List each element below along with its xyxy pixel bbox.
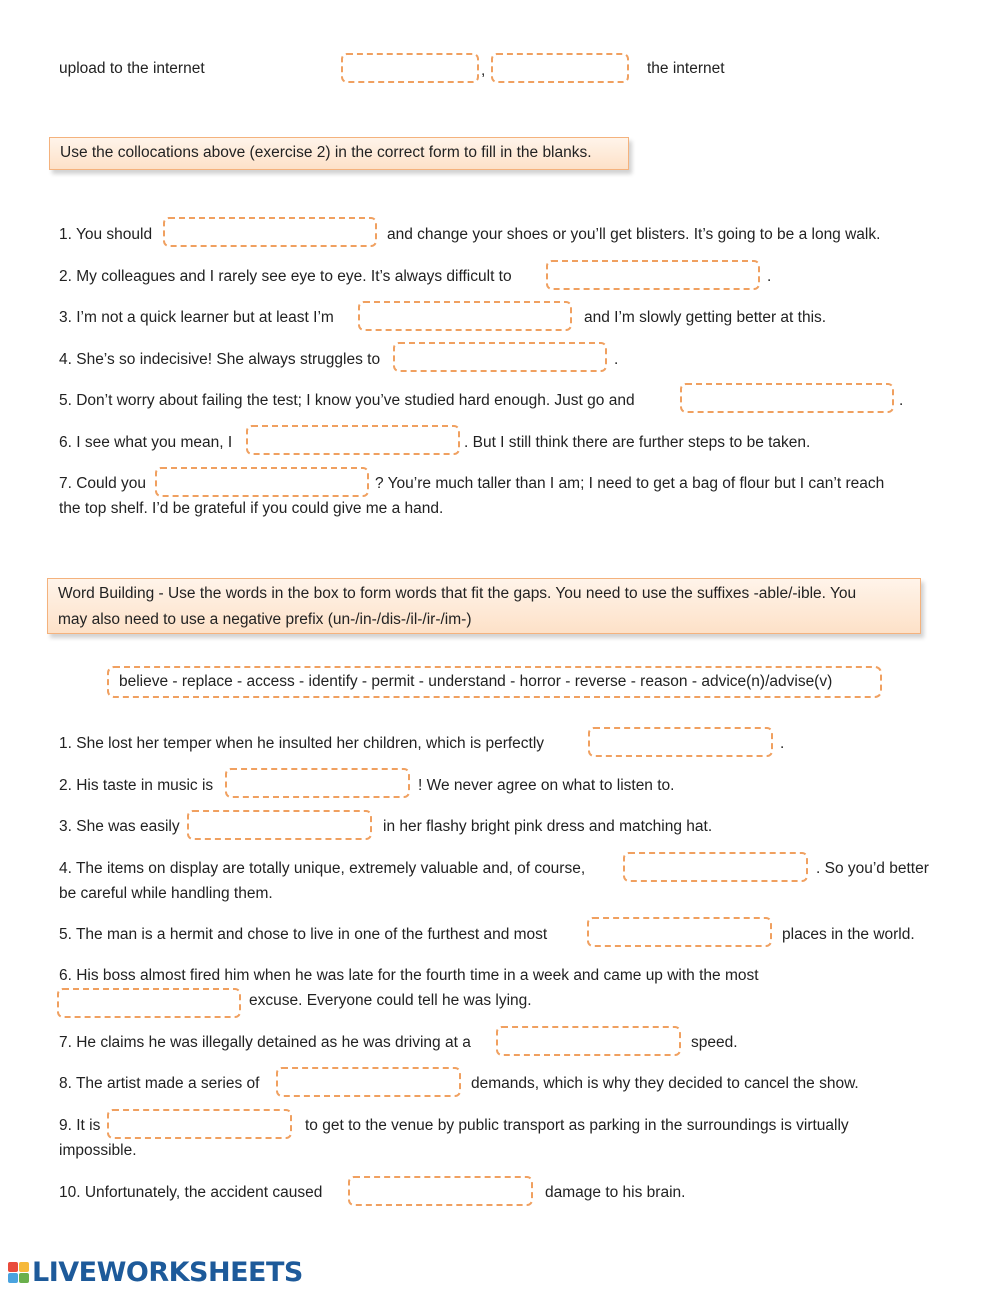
wb-item-3-blank[interactable] bbox=[187, 810, 372, 840]
wb-item-9-blank[interactable] bbox=[107, 1109, 292, 1139]
wb-item-6-text: 6. His boss almost fired him when he was late for the fourth time in a week and came up with the most bbox=[59, 967, 759, 984]
wb-item-3-text: 3. She was easily bbox=[59, 818, 180, 835]
wb-item-8-blank[interactable] bbox=[276, 1067, 461, 1097]
wb-item-4-blank[interactable] bbox=[623, 852, 808, 882]
ex3-item-7-line2: the top shelf. I’d be grateful if you could give me a hand. bbox=[59, 500, 444, 517]
word-building-instruction-line1: Word Building - Use the words in the box to form words that fit the gaps. You need to use the suffixes -able/-ible. You bbox=[58, 585, 857, 602]
ex3-item-3-blank[interactable] bbox=[358, 301, 572, 331]
wb-item-2-after: ! We never agree on what to listen to. bbox=[418, 777, 675, 794]
logo-blocks-icon bbox=[8, 1262, 30, 1284]
ex3-item-7-text: 7. Could you bbox=[59, 475, 147, 492]
ex3-item-3-after: and I’m slowly getting better at this. bbox=[584, 309, 827, 326]
wb-item-8-text: 8. The artist made a series of bbox=[59, 1075, 260, 1092]
ex3-item-6-after: . But I still think there are further steps to be taken. bbox=[464, 434, 811, 451]
wb-item-7-blank[interactable] bbox=[496, 1026, 681, 1056]
word-building-instruction-line2: may also need to use a negative prefix (un-/in-/dis-/il-/ir-/im-) bbox=[58, 611, 472, 628]
wb-item-9-after: to get to the venue by public transport as parking in the surroundings is virtually bbox=[305, 1117, 849, 1134]
wb-item-6-blank[interactable] bbox=[57, 988, 241, 1018]
wb-item-10-text: 10. Unfortunately, the accident caused bbox=[59, 1184, 323, 1201]
wb-item-5-text: 5. The man is a hermit and chose to live in one of the furthest and most bbox=[59, 926, 548, 943]
ex3-item-7-after: ? You’re much taller than I am; I need to get a bag of flour but I can’t reach bbox=[375, 475, 885, 492]
wb-item-2-blank[interactable] bbox=[225, 768, 410, 798]
collocation-suffix: the internet bbox=[647, 60, 725, 77]
ex3-item-4-blank[interactable] bbox=[393, 342, 607, 372]
ex3-item-2-text: 2. My colleagues and I rarely see eye to eye. It’s always difficult to bbox=[59, 268, 512, 285]
exercise-3-instruction bbox=[49, 137, 629, 170]
wb-item-10-blank[interactable] bbox=[348, 1176, 533, 1206]
wb-item-8-after: demands, which is why they decided to cancel the show. bbox=[471, 1075, 859, 1092]
logo-text: LIVEWORKSHEETS bbox=[32, 1257, 303, 1288]
answer-blank-top-2[interactable] bbox=[491, 53, 629, 83]
word-building-instruction bbox=[47, 578, 921, 634]
ex3-item-3-text: 3. I’m not a quick learner but at least I’m bbox=[59, 309, 334, 326]
wb-item-1-text: 1. She lost her temper when he insulted her children, which is perfectly bbox=[59, 735, 545, 752]
blank-separator: , bbox=[481, 62, 486, 79]
wb-item-5-blank[interactable] bbox=[587, 917, 772, 947]
exercise-3-instruction-text: Use the collocations above (exercise 2) in the correct form to fill in the blanks. bbox=[60, 144, 592, 161]
word-box bbox=[107, 666, 882, 698]
ex3-item-1-text: 1. You should bbox=[59, 226, 153, 243]
wb-item-3-after: in her flashy bright pink dress and matching hat. bbox=[383, 818, 713, 835]
ex3-item-5-blank[interactable] bbox=[680, 383, 894, 413]
wb-item-4-line2: be careful while handling them. bbox=[59, 885, 273, 902]
ex3-item-5-after: . bbox=[899, 392, 904, 409]
wb-item-1-after: . bbox=[780, 735, 785, 752]
ex3-item-2-after: . bbox=[767, 268, 772, 285]
liveworksheets-logo[interactable] bbox=[8, 1258, 303, 1288]
wb-item-9-text: 9. It is bbox=[59, 1117, 101, 1134]
word-box-text: believe - replace - access - identify - permit - understand - horror - reverse - reason - advice(n)/advise(v) bbox=[119, 673, 833, 690]
wb-item-4-after: . So you’d better bbox=[816, 860, 929, 877]
ex3-item-5-text: 5. Don’t worry about failing the test; I know you’ve studied hard enough. Just go and bbox=[59, 392, 635, 409]
wb-item-10-after: damage to his brain. bbox=[545, 1184, 686, 1201]
wb-item-1-blank[interactable] bbox=[588, 727, 773, 757]
wb-item-4-text: 4. The items on display are totally unique, extremely valuable and, of course, bbox=[59, 860, 586, 877]
ex3-item-6-text: 6. I see what you mean, I bbox=[59, 434, 233, 451]
ex3-item-2-blank[interactable] bbox=[546, 260, 760, 290]
ex3-item-1-after: and change your shoes or you’ll get blisters. It’s going to be a long walk. bbox=[387, 226, 881, 243]
ex3-item-6-blank[interactable] bbox=[246, 425, 460, 455]
wb-item-7-text: 7. He claims he was illegally detained as he was driving at a bbox=[59, 1034, 471, 1051]
ex3-item-4-after: . bbox=[614, 351, 619, 368]
ex3-item-1-blank[interactable] bbox=[163, 217, 377, 247]
wb-item-6-after: excuse. Everyone could tell he was lying. bbox=[249, 992, 532, 1009]
ex3-item-4-text: 4. She’s so indecisive! She always struggles to bbox=[59, 351, 381, 368]
wb-item-9-line2: impossible. bbox=[59, 1142, 137, 1159]
wb-item-7-after: speed. bbox=[691, 1034, 738, 1051]
wb-item-2-text: 2. His taste in music is bbox=[59, 777, 214, 794]
ex3-item-7-blank[interactable] bbox=[155, 467, 369, 497]
wb-item-5-after: places in the world. bbox=[782, 926, 915, 943]
collocation-prompt: upload to the internet bbox=[59, 60, 205, 77]
answer-blank-top-1[interactable] bbox=[341, 53, 479, 83]
